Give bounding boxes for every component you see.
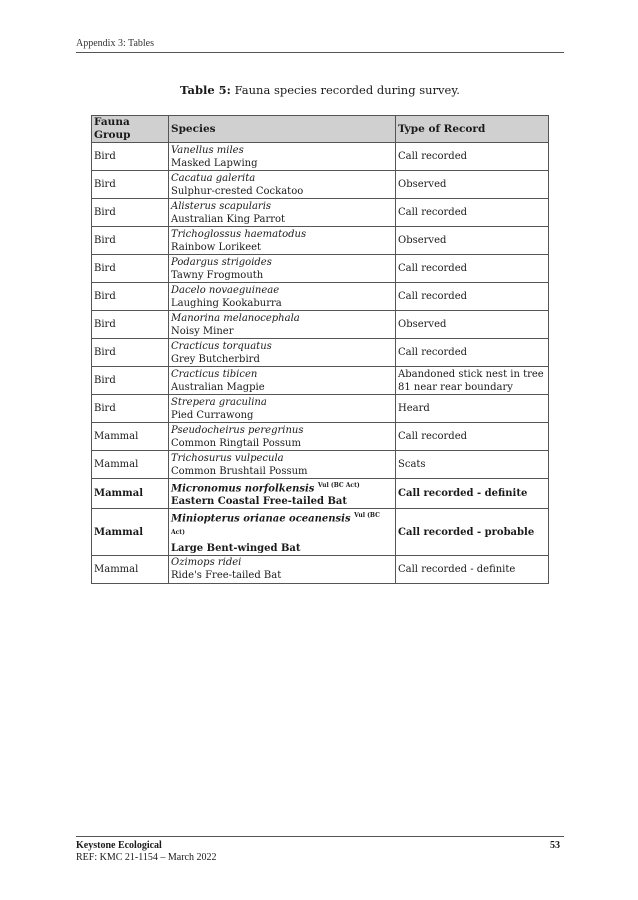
common-name: Common Brushtail Possum [171, 465, 308, 477]
scientific-name-line [171, 452, 393, 465]
header-divider [76, 52, 564, 53]
type-of-record-cell: Call recorded [396, 283, 549, 311]
scientific-name: Alisterus scapularis [171, 200, 272, 212]
table-row [92, 199, 549, 227]
table-row [92, 227, 549, 255]
scientific-name: Micronomus norfolkensis [171, 483, 315, 495]
scientific-name: Cacatua galerita [171, 172, 256, 184]
scientific-name-line [171, 256, 393, 269]
species-cell [169, 555, 396, 583]
fauna-group-cell: Bird [92, 171, 169, 199]
table-row [92, 479, 549, 509]
scientific-name: Ozimops ridei [171, 557, 242, 569]
species-cell [169, 171, 396, 199]
fauna-group-cell: Bird [92, 311, 169, 339]
type-of-record-cell: Call recorded - definite [396, 555, 549, 583]
species-cell [169, 311, 396, 339]
table-body [92, 143, 549, 584]
column-header-species: Species [169, 116, 396, 143]
fauna-group-cell: Mammal [92, 479, 169, 509]
type-of-record-cell: Scats [396, 451, 549, 479]
table-row [92, 509, 549, 556]
scientific-name-line [171, 312, 393, 325]
common-name: Laughing Kookaburra [171, 297, 282, 309]
fauna-group-cell: Bird [92, 227, 169, 255]
table-row [92, 423, 549, 451]
common-name: Masked Lapwing [171, 157, 258, 169]
fauna-group-cell: Bird [92, 283, 169, 311]
scientific-name: Pseudocheirus peregrinus [171, 424, 304, 436]
column-header-fauna-group: Fauna Group [92, 116, 169, 143]
scientific-name: Cracticus tibicen [171, 368, 258, 380]
scientific-name: Cracticus torquatus [171, 340, 272, 352]
common-name: Ride's Free-tailed Bat [171, 570, 282, 582]
scientific-name: Miniopterus orianae oceanensis [171, 513, 351, 525]
type-of-record-cell: Call recorded [396, 143, 549, 171]
scientific-name-line [171, 144, 393, 157]
common-name: Eastern Coastal Free-tailed Bat [171, 496, 348, 508]
scientific-name: Podargus strigoides [171, 256, 272, 268]
scientific-name-line [171, 228, 393, 241]
page-footer [76, 840, 564, 864]
species-cell [169, 255, 396, 283]
common-name: Pied Currawong [171, 409, 254, 421]
scientific-name-line [171, 424, 393, 437]
scientific-name: Vanellus miles [171, 144, 244, 156]
scientific-name-line [171, 368, 393, 381]
footer-reference: REF: KMC 21-1154 – March 2022 [76, 852, 217, 863]
type-of-record-cell: Abandoned stick nest in tree 81 near rear boundary [396, 367, 549, 395]
scientific-name-line [171, 479, 393, 495]
fauna-species-table [91, 115, 549, 584]
fauna-group-cell: Mammal [92, 423, 169, 451]
table-row [92, 311, 549, 339]
common-name: Tawny Frogmouth [171, 269, 264, 281]
table-caption-text: Fauna species recorded during survey. [230, 83, 460, 97]
scientific-name-line [171, 200, 393, 213]
common-name: Rainbow Lorikeet [171, 241, 262, 253]
scientific-name: Trichosurus vulpecula [171, 452, 284, 464]
scientific-name-line [171, 556, 393, 569]
table-row [92, 367, 549, 395]
scientific-name-line [171, 396, 393, 409]
common-name: Australian King Parrot [171, 213, 286, 225]
species-cell [169, 227, 396, 255]
type-of-record-cell: Heard [396, 395, 549, 423]
scientific-name: Strepera graculina [171, 396, 267, 408]
type-of-record-cell: Call recorded - probable [396, 509, 549, 556]
running-header: Appendix 3: Tables [76, 38, 154, 49]
type-of-record-cell: Observed [396, 227, 549, 255]
type-of-record-cell: Observed [396, 171, 549, 199]
table-caption [76, 83, 564, 97]
fauna-group-cell: Bird [92, 367, 169, 395]
fauna-group-cell: Bird [92, 339, 169, 367]
scientific-name-line [171, 509, 393, 542]
common-name: Australian Magpie [171, 381, 265, 393]
scientific-name-line [171, 340, 393, 353]
fauna-group-cell: Bird [92, 199, 169, 227]
species-cell [169, 451, 396, 479]
table-caption-label: Table 5: [180, 83, 231, 97]
species-cell [169, 199, 396, 227]
common-name: Grey Butcherbird [171, 353, 260, 365]
table-row [92, 555, 549, 583]
fauna-group-cell: Bird [92, 143, 169, 171]
common-name: Large Bent-winged Bat [171, 542, 301, 554]
species-cell [169, 423, 396, 451]
species-cell [169, 509, 396, 556]
fauna-group-cell: Bird [92, 255, 169, 283]
species-cell [169, 283, 396, 311]
table-header-row [92, 116, 549, 143]
table-row [92, 451, 549, 479]
species-cell [169, 479, 396, 509]
species-cell [169, 367, 396, 395]
type-of-record-cell: Observed [396, 311, 549, 339]
type-of-record-cell: Call recorded - definite [396, 479, 549, 509]
table-row [92, 255, 549, 283]
fauna-group-cell: Mammal [92, 555, 169, 583]
fauna-group-cell: Mammal [92, 451, 169, 479]
scientific-name: Manorina melanocephala [171, 312, 300, 324]
species-cell [169, 143, 396, 171]
fauna-group-cell: Bird [92, 395, 169, 423]
scientific-name: Trichoglossus haematodus [171, 228, 307, 240]
type-of-record-cell: Call recorded [396, 255, 549, 283]
scientific-name-line [171, 172, 393, 185]
type-of-record-cell: Call recorded [396, 423, 549, 451]
conservation-status: Vul (BC Act) [317, 482, 360, 489]
table-row [92, 143, 549, 171]
table-row [92, 171, 549, 199]
type-of-record-cell: Call recorded [396, 199, 549, 227]
type-of-record-cell: Call recorded [396, 339, 549, 367]
table-row [92, 283, 549, 311]
scientific-name-line [171, 284, 393, 297]
page-number: 53 [550, 840, 560, 851]
common-name: Common Ringtail Possum [171, 437, 301, 449]
footer-company: Keystone Ecological [76, 840, 162, 851]
conservation-status: Vul (BC Act) [171, 512, 380, 536]
scientific-name: Dacelo novaeguineae [171, 284, 280, 296]
table-row [92, 395, 549, 423]
species-cell [169, 395, 396, 423]
table-row [92, 339, 549, 367]
column-header-type-of-record: Type of Record [396, 116, 549, 143]
fauna-group-cell: Mammal [92, 509, 169, 556]
common-name: Noisy Miner [171, 325, 234, 337]
common-name: Sulphur-crested Cockatoo [171, 185, 304, 197]
footer-divider [76, 836, 564, 837]
species-cell [169, 339, 396, 367]
